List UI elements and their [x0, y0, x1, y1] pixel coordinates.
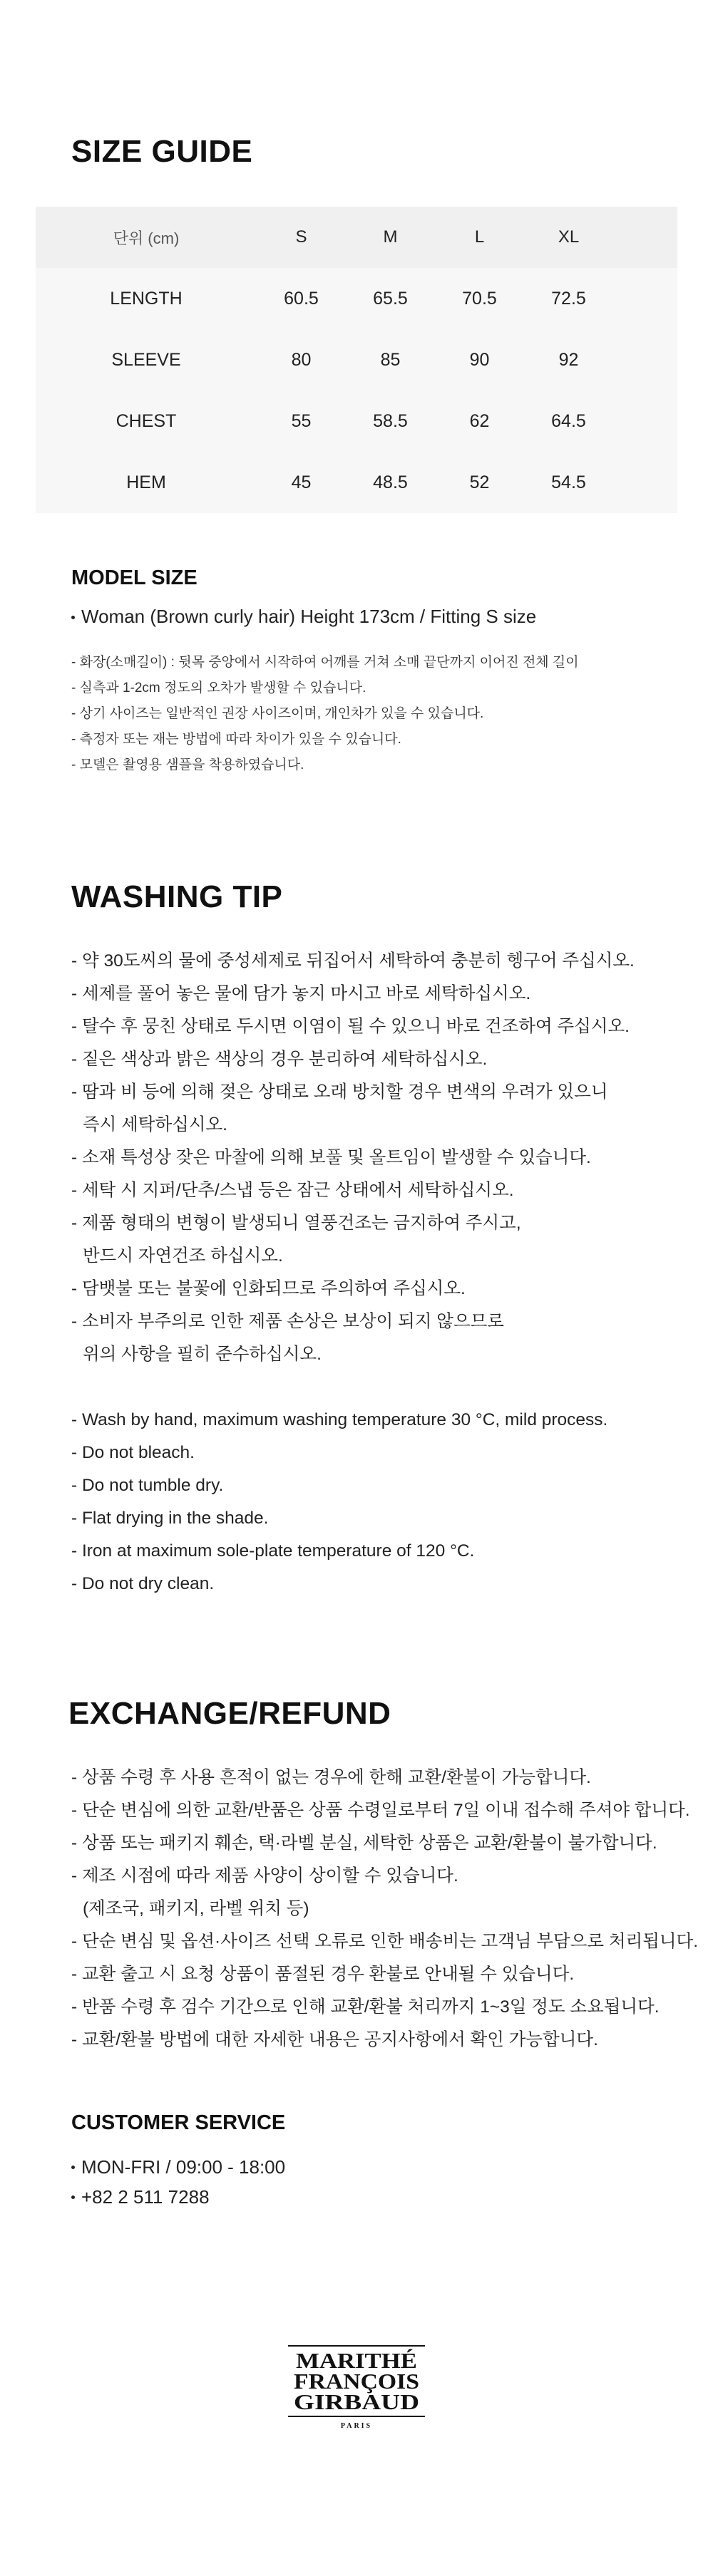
note-line: - 실측과 1-2cm 정도의 오차가 발생할 수 있습니다. [71, 681, 366, 695]
list-item: Woman (Brown curly hair) Height 173cm / Fitting S size [71, 606, 536, 628]
row-label: SLEEVE [111, 349, 181, 370]
policy-line: - 교환 출고 시 요청 상품이 품절된 경우 환불로 안내될 수 있습니다. [71, 1965, 575, 1984]
tip-line: 위의 사항을 필히 준수하십시오. [83, 1345, 322, 1364]
size-table [36, 207, 677, 513]
model-size-list [71, 606, 536, 628]
logo-line-3: GIRBAUD [294, 2389, 419, 2414]
tip-line: - 약 30도씨의 물에 중성세제로 뒤집어서 세탁하여 충분히 헹구어 주십시오. [71, 951, 635, 971]
tip-line: - Flat drying in the shade. [71, 1509, 269, 1528]
size-header-xl: XL [558, 227, 580, 247]
table-cell: 45 [291, 472, 312, 492]
service-phone: +82 2 511 7288 [71, 2182, 285, 2212]
table-cell: 48.5 [373, 472, 408, 492]
table-cell: 85 [380, 349, 401, 370]
tip-line: 즉시 세탁하십시오. [83, 1115, 227, 1134]
tip-line: - 소비자 부주의로 인한 제품 손상은 보상이 되지 않으므로 [71, 1312, 504, 1331]
row-label: CHEST [116, 410, 177, 431]
tip-line: - Do not dry clean. [71, 1574, 215, 1593]
tip-line: - Do not tumble dry. [71, 1476, 224, 1495]
customer-service-title: CUSTOMER SERVICE [71, 2111, 286, 2134]
policy-line: - 상품 또는 패키지 훼손, 택·라벨 분실, 세탁한 상품은 교환/환불이 불가합니다. [71, 1833, 657, 1853]
brand-logo [288, 2344, 425, 2434]
row-label: LENGTH [110, 288, 183, 309]
table-row [36, 329, 677, 390]
exchange-refund-title: EXCHANGE/REFUND [68, 1696, 391, 1731]
washing-tip-korean [71, 945, 635, 1371]
tip-line: - Iron at maximum sole-plate temperature of 120 °C. [71, 1541, 475, 1561]
tip-line: - 제품 형태의 변형이 발생되니 열풍건조는 금지하여 주시고, [71, 1214, 521, 1233]
size-header-l: L [474, 227, 485, 247]
table-cell: 54.5 [551, 472, 586, 492]
model-size-title: MODEL SIZE [71, 567, 198, 589]
logo-line-1: MARITHÉ [296, 2348, 417, 2373]
table-cell: 52 [469, 472, 490, 492]
table-cell: 90 [469, 349, 490, 370]
table-cell: 64.5 [551, 410, 586, 431]
note-line: - 측정자 또는 재는 방법에 따라 차이가 있을 수 있습니다. [71, 732, 401, 747]
policy-line: - 단순 변심에 의한 교환/반품은 상품 수령일로부터 7일 이내 접수해 주셔야 합니다. [71, 1801, 690, 1820]
policy-line: - 반품 수령 후 검수 기간으로 인해 교환/환불 처리까지 1~3일 정도 소요됩니다. [71, 1997, 660, 2017]
policy-line: - 교환/환불 방법에 대한 자세한 내용은 공지사항에서 확인 가능합니다. [71, 2030, 598, 2049]
customer-service-list [71, 2152, 285, 2212]
model-size-notes [71, 650, 579, 778]
table-cell: 60.5 [284, 288, 319, 309]
policy-line: - 상품 수령 후 사용 흔적이 없는 경우에 한해 교환/환불이 가능합니다. [71, 1768, 591, 1787]
service-hours: MON-FRI / 09:00 - 18:00 [71, 2152, 285, 2182]
logo-city: PARIS [340, 2422, 373, 2430]
exchange-refund-list [71, 1762, 698, 2057]
tip-line: - 담뱃불 또는 불꽃에 인화되므로 주의하여 주십시오. [71, 1279, 466, 1298]
row-label: HEM [126, 472, 166, 492]
tip-line: - Wash by hand, maximum washing temperature 30 °C, mild process. [71, 1410, 608, 1429]
tip-line: - 소재 특성상 잦은 마찰에 의해 보풀 및 올트임이 발생할 수 있습니다. [71, 1148, 591, 1167]
table-row [36, 390, 677, 452]
size-guide-title: SIZE GUIDE [71, 134, 253, 169]
table-cell: 65.5 [373, 288, 408, 309]
tip-line: - 짙은 색상과 밝은 색상의 경우 분리하여 세탁하십시오. [71, 1050, 488, 1069]
policy-line: - 제조 시점에 따라 제품 사양이 상이할 수 있습니다. [71, 1866, 458, 1886]
tip-line: - 탈수 후 뭉친 상태로 두시면 이염이 될 수 있으니 바로 건조하여 주십시오. [71, 1017, 630, 1036]
washing-tip-english [71, 1404, 607, 1600]
table-cell: 80 [291, 349, 312, 370]
table-cell: 58.5 [373, 410, 408, 431]
table-cell: 62 [469, 410, 490, 431]
size-header-s: S [295, 227, 307, 247]
policy-line: - 단순 변심 및 옵션·사이즈 선택 오류로 인한 배송비는 고객님 부담으로 처리됩니다. [71, 1932, 699, 1951]
size-header-m: M [383, 227, 398, 247]
tip-line: - Do not bleach. [71, 1443, 195, 1462]
note-line: - 모델은 촬영용 샘플을 착용하였습니다. [71, 757, 304, 772]
note-line: - 상기 사이즈는 일반적인 권장 사이즈이며, 개인차가 있을 수 있습니다. [71, 706, 484, 721]
policy-line: (제조국, 패키지, 라벨 위치 등) [83, 1899, 309, 1918]
table-cell: 70.5 [462, 288, 497, 309]
table-row [36, 268, 677, 329]
table-cell: 55 [291, 410, 312, 431]
tip-line: - 세탁 시 지퍼/단추/스냅 등은 잠근 상태에서 세탁하십시오. [71, 1181, 514, 1200]
table-cell: 92 [558, 349, 579, 370]
table-row [36, 452, 677, 513]
tip-line: - 땀과 비 등에 의해 젖은 상태로 오래 방치할 경우 변색의 우려가 있으니 [71, 1082, 608, 1102]
unit-header: 단위 (cm) [113, 229, 180, 247]
tip-line: 반드시 자연건조 하십시오. [83, 1246, 283, 1266]
note-line: - 화장(소매길이) : 뒷목 중앙에서 시작하여 어깨를 거쳐 소매 끝단까지 이어진 전체 길이 [71, 655, 579, 670]
tip-line: - 세제를 풀어 놓은 물에 담가 놓지 마시고 바로 세탁하십시오. [71, 984, 531, 1003]
logo-line-2: FRANÇOIS [294, 2369, 419, 2394]
washing-tip-title: WASHING TIP [71, 879, 283, 914]
table-cell: 72.5 [551, 288, 586, 309]
size-table-header-row [36, 207, 677, 268]
